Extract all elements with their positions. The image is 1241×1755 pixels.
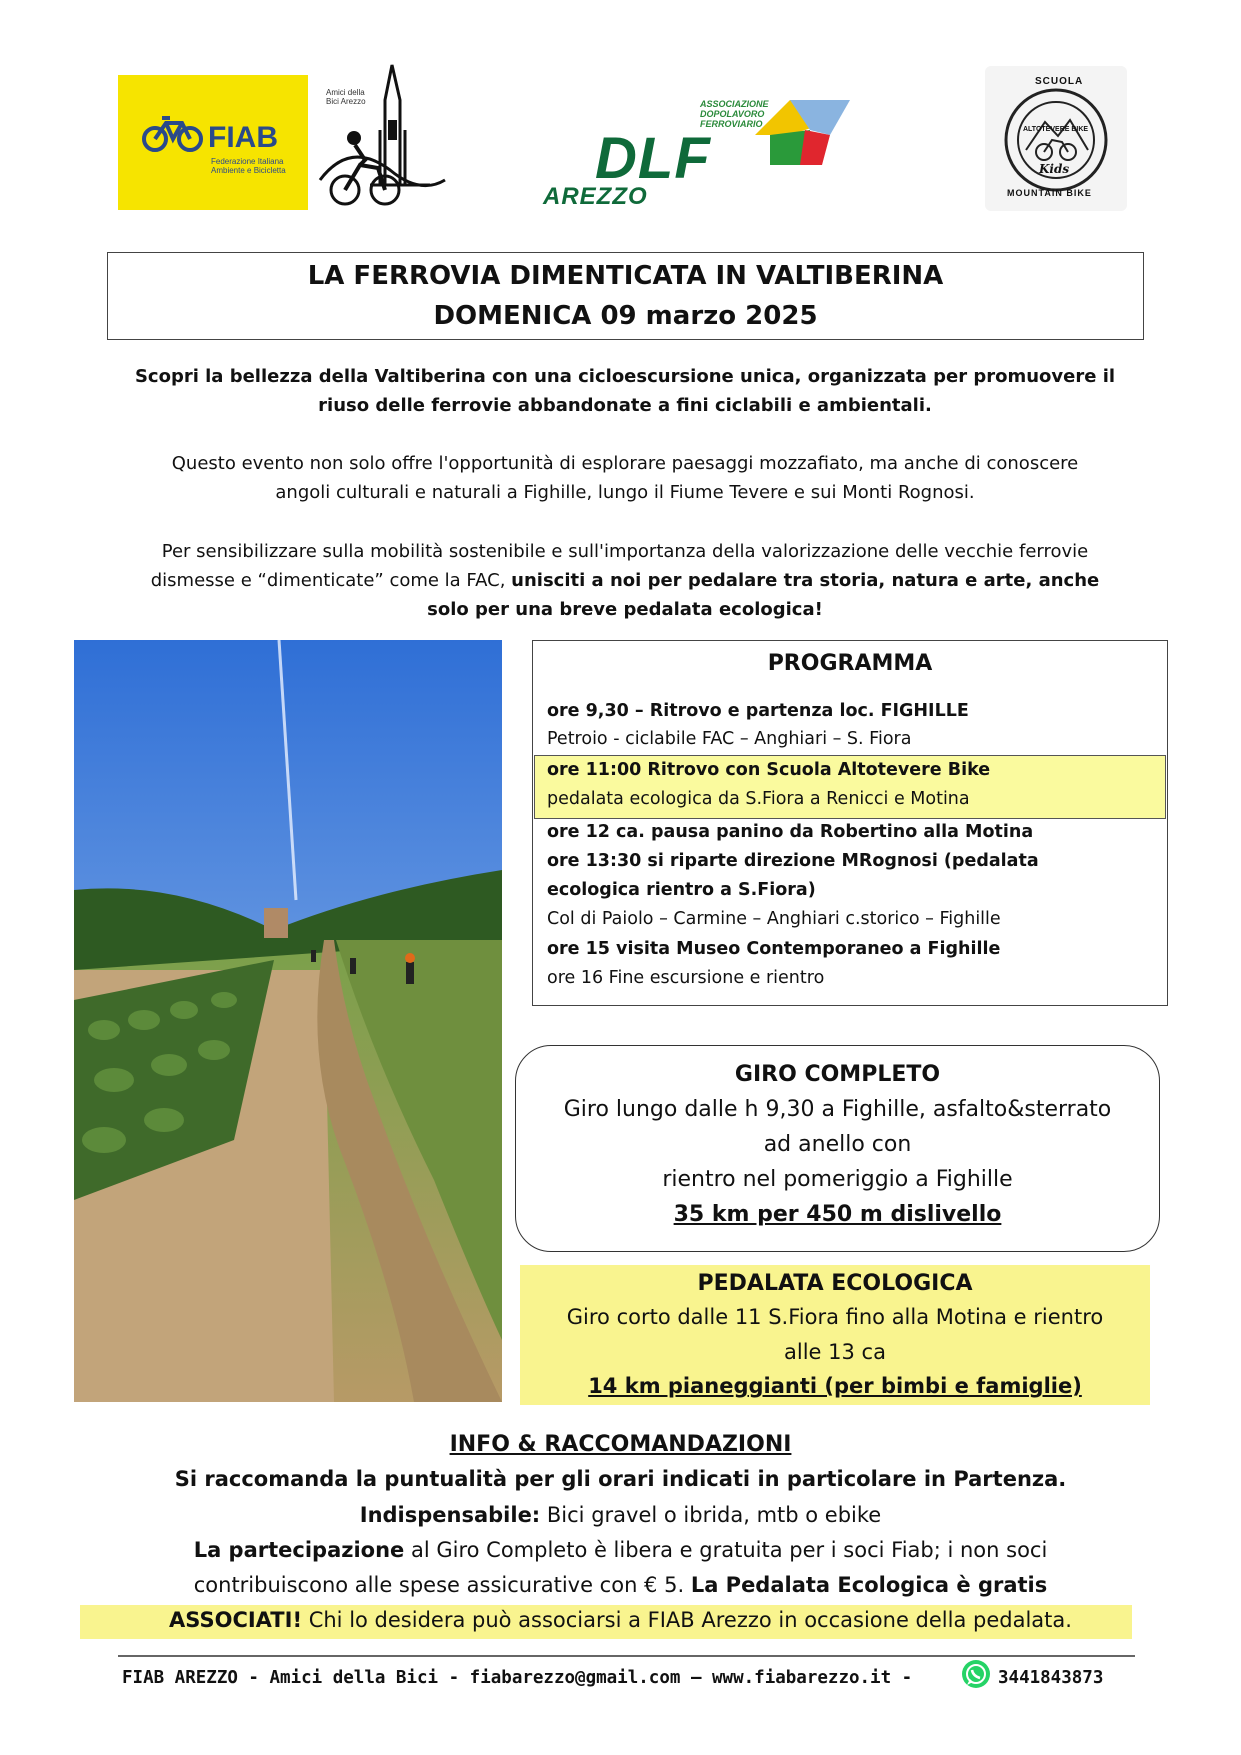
- info-line-bold: La partecipazione: [193, 1538, 405, 1562]
- intro-p1-line2: riuso delle ferrovie abbandonate a fini ciclabili e ambientali.: [318, 395, 932, 416]
- pedalata-title: PEDALATA ECOLOGICA: [697, 1271, 973, 1296]
- info-line: [0, 1538, 1241, 1562]
- programma-line: ore 12 ca. pausa panino da Robertino alla Motina: [547, 822, 1034, 842]
- scuola-logo-top: SCUOLA: [1035, 76, 1084, 87]
- intro-paragraph-3: [110, 537, 1140, 624]
- bicycle-icon: [142, 113, 204, 153]
- info-line-bold: La Pedalata Ecologica è gratis: [690, 1573, 1048, 1597]
- whatsapp-icon: [960, 1658, 992, 1690]
- dlf-logo: [535, 95, 855, 210]
- pedalata-distance: 14 km pianeggianti (per bimbi e famiglie): [588, 1374, 1082, 1398]
- info-line-text: al Giro Completo è libera e gratuita per i soci Fiab; i non soci: [404, 1538, 1048, 1562]
- fiab-logo-sub: Federazione Italiana Ambiente e Bicicletta: [211, 157, 286, 175]
- info-line: [0, 1573, 1241, 1597]
- cyclist-church-drawing: [310, 60, 450, 210]
- intro-p1-line1: Scopri la bellezza della Valtiberina con una cicloescursione unica, organizzata per promuovere il: [134, 366, 1116, 387]
- footer-contacts: FIAB AREZZO - Amici della Bici - fiabarezzo@gmail.com – www.fiabarezzo.it -: [122, 1668, 913, 1688]
- giro-line: rientro nel pomeriggio a Fighille: [662, 1167, 1013, 1192]
- intro-p3-line2a: dismesse e “dimenticate” come la FAC,: [150, 570, 512, 591]
- intro-p3-line2b: unisciti a noi per pedalare tra storia, natura e arte, anche: [511, 570, 1100, 591]
- giro-title: GIRO COMPLETO: [734, 1062, 941, 1087]
- programma-line: ore 13:30 si riparte direzione MRognosi (pedalata: [547, 851, 1039, 871]
- intro-p3-line3: solo per una breve pedalata ecologica!: [427, 599, 823, 620]
- programma-line: ore 11:00 Ritrovo con Scuola Altotevere Bike: [547, 760, 991, 780]
- intro-p2-line1: Questo evento non solo offre l'opportunità di esplorare paesaggi mozzafiato, ma anche di conoscere: [171, 453, 1079, 474]
- pedalata-line: alle 13 ca: [784, 1340, 886, 1364]
- programma-highlight: [534, 755, 1166, 819]
- info-line-bold: Indispensabile:: [359, 1503, 541, 1527]
- giro-line: ad anello con: [763, 1132, 912, 1157]
- programma-line: Petroio - ciclabile FAC – Anghiari – S. Fiora: [547, 729, 912, 749]
- info-line: [0, 1503, 1241, 1527]
- info-title: INFO & RACCOMANDAZIONI: [449, 1432, 792, 1457]
- footer-divider: [118, 1655, 1135, 1657]
- programma-line: pedalata ecologica da S.Fiora a Renicci e Motina: [547, 789, 970, 809]
- dlf-name: DLF: [595, 126, 711, 191]
- pedalata-ecologica-box: [520, 1265, 1150, 1405]
- scuola-logo-arc: ALTOTEVERE BIKE: [1023, 126, 1089, 133]
- programma-line: Col di Paiolo – Carmine – Anghiari c.storico – Fighille: [547, 909, 1001, 929]
- programma-title: PROGRAMMA: [767, 651, 933, 676]
- scuola-logo-bottom: MOUNTAIN BIKE: [1007, 188, 1092, 198]
- scuola-logo-kids: Kids: [1039, 162, 1070, 176]
- scuola-altotevere-bike-logo: [985, 66, 1127, 211]
- pedalata-line: Giro corto dalle 11 S.Fiora fino alla Motina e rientro: [566, 1305, 1104, 1329]
- info-line: [0, 1608, 1241, 1632]
- info-line-text: Bici gravel o ibrida, mtb o ebike: [540, 1503, 882, 1527]
- programma-line: ecologica rientro a S.Fiora): [547, 880, 816, 900]
- intro-paragraph-2: [110, 449, 1140, 507]
- dlf-city: AREZZO: [543, 183, 648, 210]
- amici-logo-text: Amici della Bici Arezzo: [326, 88, 366, 106]
- programma-line: ore 15 visita Museo Contemporaneo a Fighille: [547, 939, 1001, 959]
- programma-box: [532, 640, 1168, 1006]
- title-box: [107, 252, 1144, 340]
- info-line: Si raccomanda la puntualità per gli orari indicati in particolare in Partenza.: [174, 1467, 1067, 1491]
- associati-label: ASSOCIATI!: [169, 1608, 303, 1632]
- fiab-logo-name: FIAB: [208, 121, 278, 154]
- giro-distance: 35 km per 450 m dislivello: [673, 1202, 1002, 1227]
- event-title: LA FERROVIA DIMENTICATA IN VALTIBERINA: [307, 261, 944, 291]
- intro-p2-line2: angoli culturali e naturali a Fighille, lungo il Fiume Tevere e sui Monti Rognosi.: [275, 482, 975, 503]
- programma-line: ore 9,30 – Ritrovo e partenza loc. FIGHILLE: [547, 701, 969, 721]
- dlf-association-text: ASSOCIAZIONE DOPOLAVORO FERROVIARIO: [700, 99, 769, 129]
- giro-line: Giro lungo dalle h 9,30 a Fighille, asfalto&sterrato: [563, 1097, 1112, 1122]
- info-line-text: Chi lo desidera può associarsi a FIAB Arezzo in occasione della pedalata.: [302, 1608, 1072, 1632]
- giro-completo-box: [515, 1045, 1160, 1252]
- mtb-badge-graphic: [1000, 84, 1112, 196]
- event-date: DOMENICA 09 marzo 2025: [433, 301, 818, 331]
- programma-line: ore 16 Fine escursione e rientro: [547, 968, 825, 988]
- intro-p3-line1: Per sensibilizzare sulla mobilità sostenibile e sull'importanza della valorizzazione delle vecchie ferrovie: [161, 541, 1089, 562]
- fiab-logo: [118, 75, 308, 210]
- intro-paragraph-1: [110, 362, 1140, 420]
- footer-phone: 3441843873: [998, 1668, 1104, 1688]
- amici-della-bici-logo: [310, 60, 450, 210]
- info-line-text: contribuiscono alle spese assicurative con € 5.: [193, 1573, 691, 1597]
- landscape-photo: [74, 640, 502, 1402]
